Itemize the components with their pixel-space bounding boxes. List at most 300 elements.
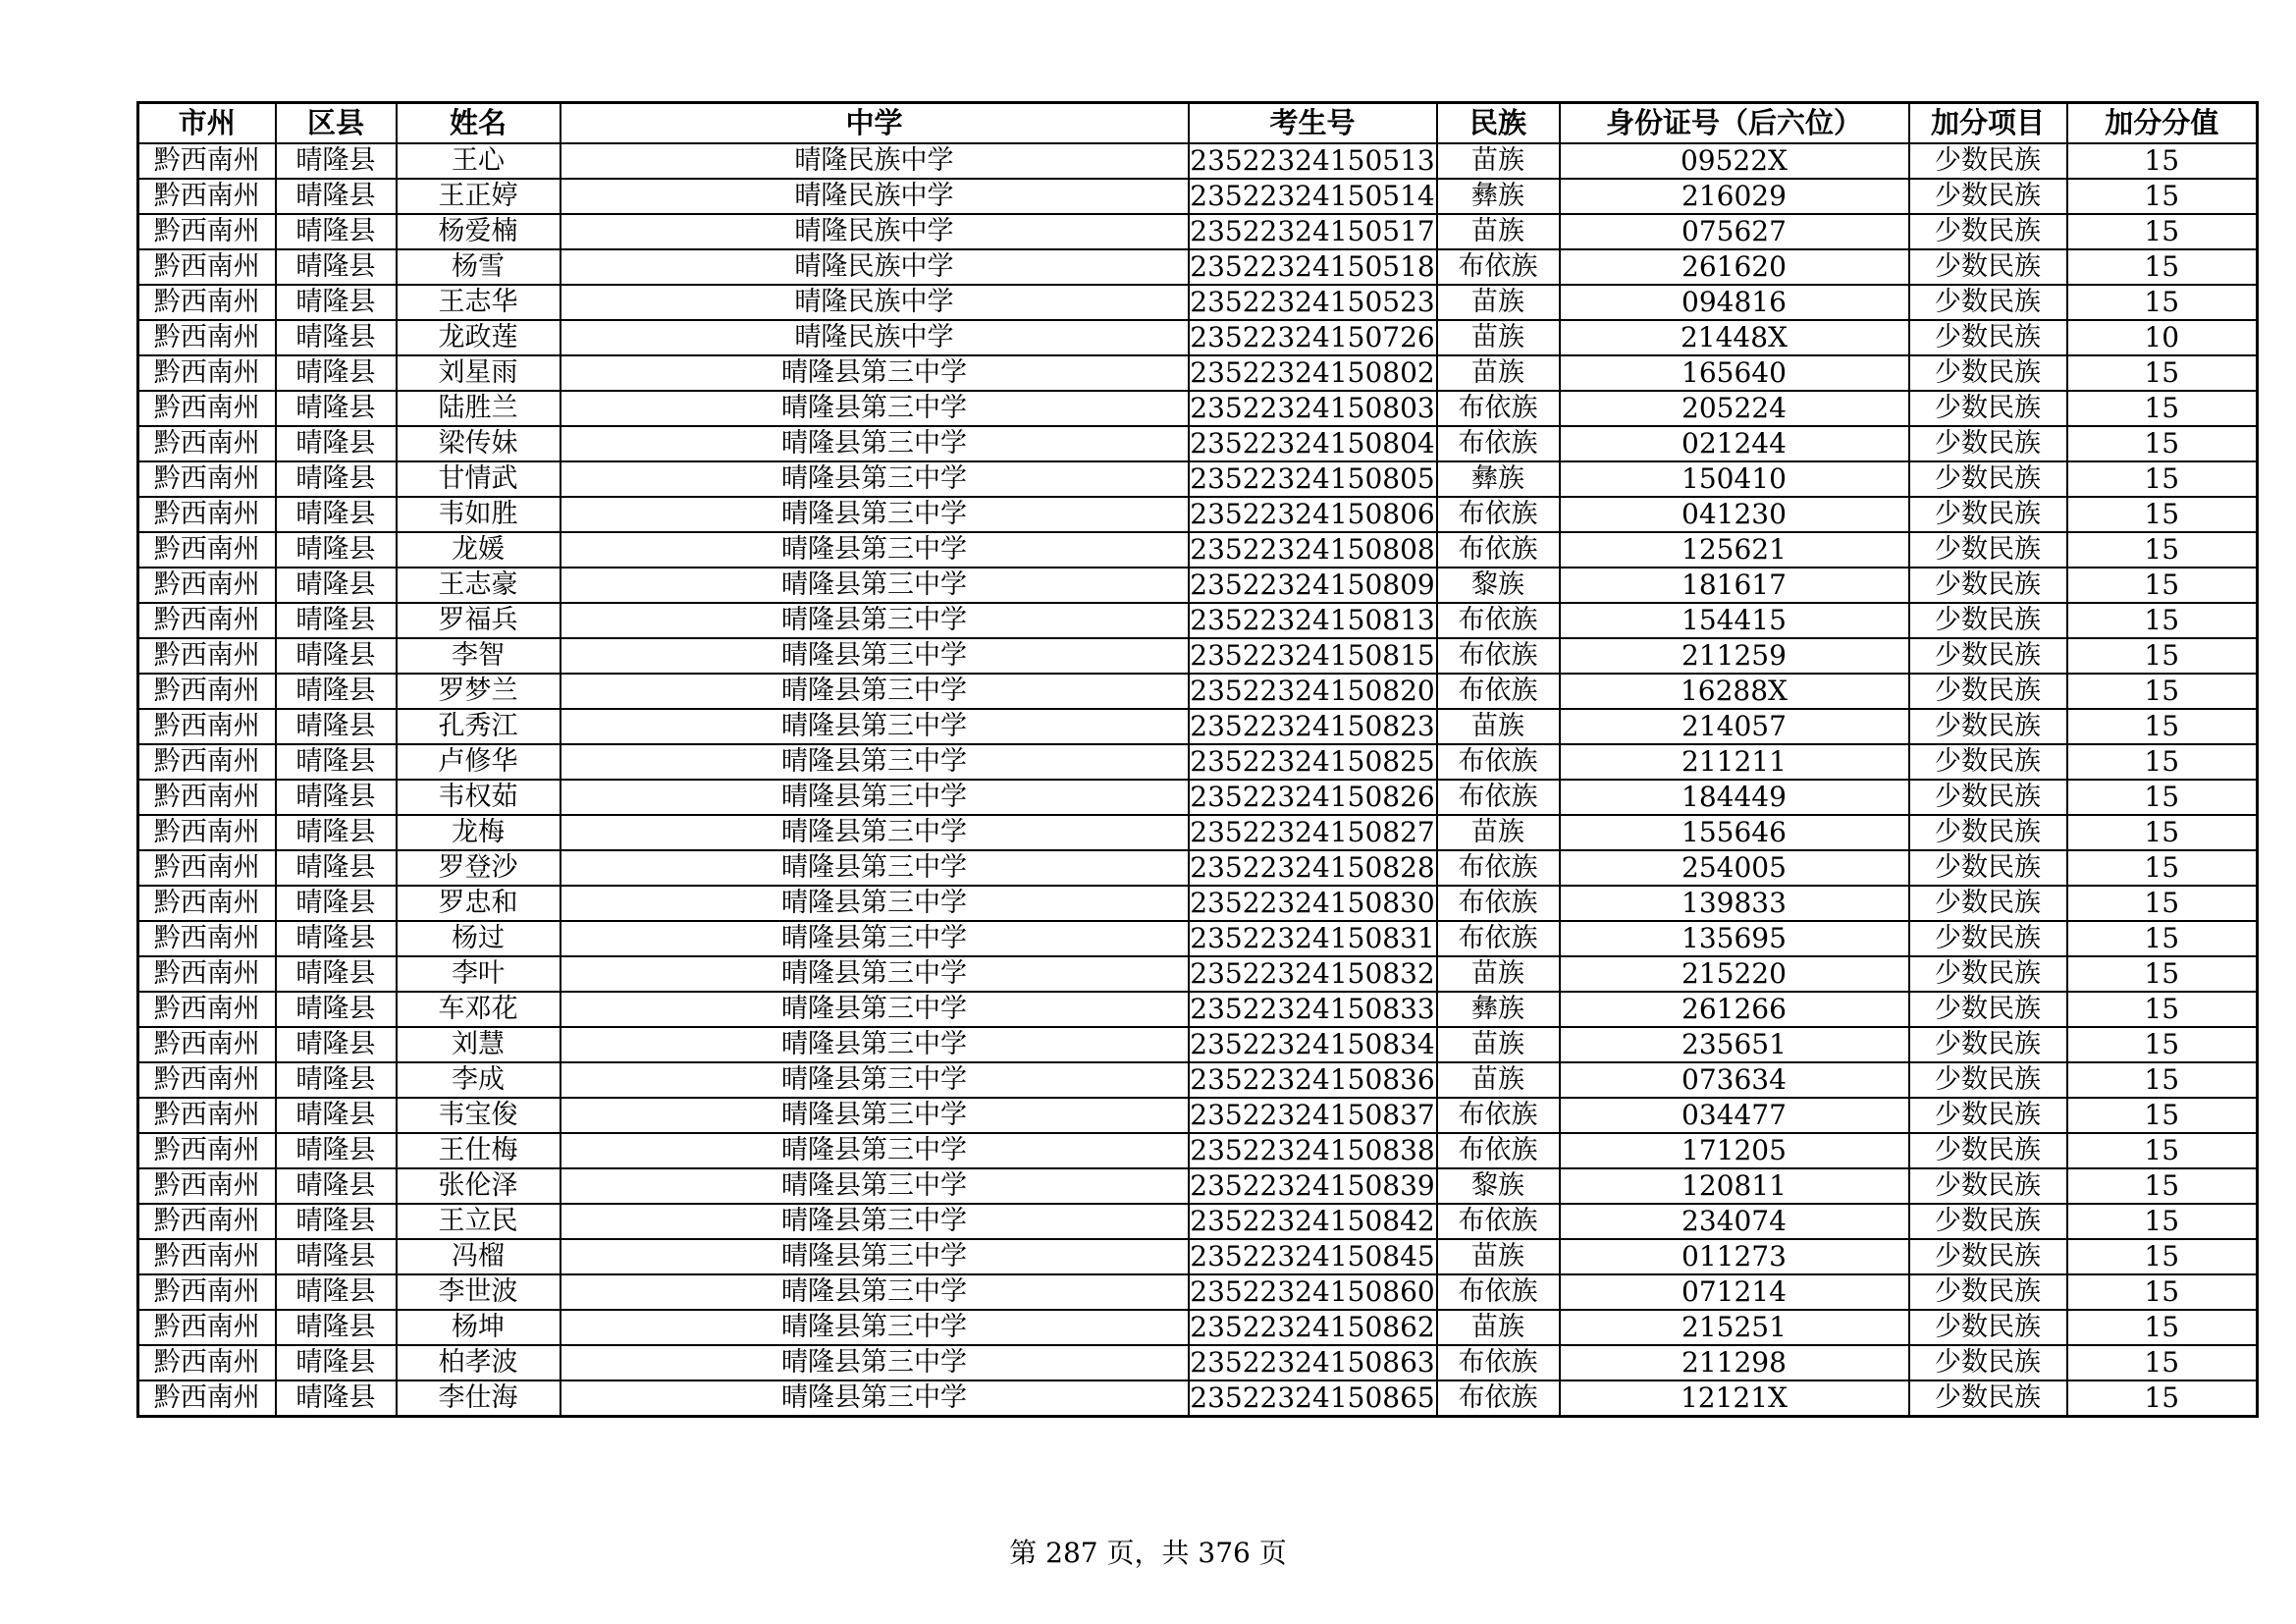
cell-id-last-six: 12121X: [1560, 1380, 1909, 1417]
cell-bonus-value: 15: [2067, 1239, 2258, 1274]
cell-school: 晴隆县第三中学: [561, 1168, 1189, 1204]
table-row: [138, 285, 2258, 320]
cell-name: 杨过: [397, 921, 561, 956]
cell-city: 黔西南州: [138, 1027, 276, 1062]
table-row: [138, 1168, 2258, 1204]
table-row: [138, 780, 2258, 815]
cell-school: 晴隆县第三中学: [561, 638, 1189, 674]
cell-ethnicity: 布依族: [1437, 391, 1560, 426]
cell-name: 龙媛: [397, 532, 561, 568]
cell-id-last-six: 205224: [1560, 391, 1909, 426]
cell-bonus-item: 少数民族: [1909, 709, 2067, 744]
col-header-bonus-item: 加分项目: [1909, 103, 2067, 144]
cell-bonus-value: 15: [2067, 1204, 2258, 1239]
cell-city: 黔西南州: [138, 1345, 276, 1380]
cell-ethnicity: 布依族: [1437, 674, 1560, 709]
cell-bonus-value: 15: [2067, 1027, 2258, 1062]
cell-bonus-item: 少数民族: [1909, 1168, 2067, 1204]
cell-name: 孔秀江: [397, 709, 561, 744]
col-header-school: 中学: [561, 103, 1189, 144]
table-row: [138, 426, 2258, 461]
cell-bonus-item: 少数民族: [1909, 1062, 2067, 1098]
cell-id-last-six: 171205: [1560, 1133, 1909, 1168]
cell-city: 黔西南州: [138, 638, 276, 674]
table-row: [138, 143, 2258, 179]
table-row: [138, 179, 2258, 214]
cell-name: 龙梅: [397, 815, 561, 850]
table-row: [138, 320, 2258, 355]
cell-ethnicity: 彝族: [1437, 179, 1560, 214]
cell-school: 晴隆县第三中学: [561, 850, 1189, 886]
cell-bonus-value: 15: [2067, 426, 2258, 461]
cell-bonus-value: 15: [2067, 568, 2258, 603]
cell-id-last-six: 216029: [1560, 179, 1909, 214]
cell-ethnicity: 苗族: [1437, 956, 1560, 992]
cell-ethnicity: 布依族: [1437, 780, 1560, 815]
cell-id-last-six: 215220: [1560, 956, 1909, 992]
cell-county: 晴隆县: [276, 355, 397, 391]
table-row: [138, 674, 2258, 709]
cell-exam-number: 23522324150862: [1190, 1311, 1435, 1343]
table-row: [138, 214, 2258, 249]
cell-bonus-item: 少数民族: [1909, 179, 2067, 214]
cell-ethnicity: 苗族: [1437, 285, 1560, 320]
cell-school: 晴隆县第三中学: [561, 568, 1189, 603]
cell-name: 王心: [397, 143, 561, 179]
cell-ethnicity: 布依族: [1437, 1133, 1560, 1168]
cell-bonus-value: 15: [2067, 850, 2258, 886]
cell-bonus-value: 15: [2067, 249, 2258, 285]
table-row: [138, 815, 2258, 850]
cell-ethnicity: 布依族: [1437, 497, 1560, 532]
cell-city: 黔西南州: [138, 1062, 276, 1098]
cell-id-last-six: 215251: [1560, 1310, 1909, 1345]
cell-school: 晴隆县第三中学: [561, 956, 1189, 992]
table-header: [138, 103, 2258, 144]
cell-ethnicity: 苗族: [1437, 1062, 1560, 1098]
cell-county: 晴隆县: [276, 568, 397, 603]
cell-id-last-six: 094816: [1560, 285, 1909, 320]
cell-name: 刘慧: [397, 1027, 561, 1062]
cell-name: 韦如胜: [397, 497, 561, 532]
cell-city: 黔西南州: [138, 143, 276, 179]
cell-ethnicity: 彝族: [1437, 992, 1560, 1027]
cell-county: 晴隆县: [276, 320, 397, 355]
cell-bonus-item: 少数民族: [1909, 497, 2067, 532]
cell-school: 晴隆县第三中学: [561, 1062, 1189, 1098]
cell-exam-number: 23522324150804: [1190, 427, 1435, 460]
cell-exam-number: 23522324150802: [1190, 356, 1435, 389]
cell-name: 李成: [397, 1062, 561, 1098]
cell-ethnicity: 苗族: [1437, 709, 1560, 744]
cell-name: 王仕梅: [397, 1133, 561, 1168]
cell-city: 黔西南州: [138, 461, 276, 497]
cell-exam-number: 23522324150863: [1190, 1346, 1435, 1379]
cell-city: 黔西南州: [138, 568, 276, 603]
cell-city: 黔西南州: [138, 780, 276, 815]
cell-bonus-value: 15: [2067, 674, 2258, 709]
cell-city: 黔西南州: [138, 850, 276, 886]
cell-school: 晴隆县第三中学: [561, 709, 1189, 744]
page-number: 第 287 页，共 376 页: [1009, 1537, 1287, 1569]
cell-school: 晴隆县第三中学: [561, 426, 1189, 461]
cell-bonus-item: 少数民族: [1909, 532, 2067, 568]
cell-city: 黔西南州: [138, 744, 276, 780]
cell-exam-number: 23522324150826: [1190, 781, 1435, 813]
cell-county: 晴隆县: [276, 143, 397, 179]
cell-exam-number: 23522324150809: [1190, 568, 1435, 601]
cell-bonus-value: 15: [2067, 780, 2258, 815]
cell-bonus-item: 少数民族: [1909, 1027, 2067, 1062]
col-header-city: 市州: [138, 103, 276, 144]
cell-exam-number: 23522324150865: [1189, 1380, 1437, 1417]
cell-ethnicity: 布依族: [1437, 1345, 1560, 1380]
cell-school: 晴隆县第三中学: [561, 780, 1189, 815]
cell-city: 黔西南州: [138, 921, 276, 956]
cell-name: 刘星雨: [397, 355, 561, 391]
cell-bonus-value: 15: [2067, 461, 2258, 497]
cell-name: 柏孝波: [397, 1345, 561, 1380]
cell-exam-number: 23522324150823: [1190, 710, 1435, 742]
cell-name: 车邓花: [397, 992, 561, 1027]
cell-bonus-item: 少数民族: [1909, 921, 2067, 956]
cell-ethnicity: 苗族: [1437, 1310, 1560, 1345]
cell-id-last-six: 261266: [1560, 992, 1909, 1027]
cell-id-last-six: 011273: [1560, 1239, 1909, 1274]
cell-name: 张伦泽: [397, 1168, 561, 1204]
cell-id-last-six: 135695: [1560, 921, 1909, 956]
cell-bonus-value: 15: [2067, 1345, 2258, 1380]
cell-county: 晴隆县: [276, 1062, 397, 1098]
cell-school: 晴隆县第三中学: [561, 921, 1189, 956]
cell-exam-number: 23522324150827: [1190, 816, 1435, 848]
cell-exam-number: 23522324150830: [1190, 887, 1435, 919]
cell-exam-number: 23522324150518: [1190, 250, 1435, 283]
cell-id-last-six: 261620: [1560, 249, 1909, 285]
cell-bonus-item: 少数民族: [1909, 1239, 2067, 1274]
table-row: [138, 886, 2258, 921]
cell-city: 黔西南州: [138, 214, 276, 249]
cell-county: 晴隆县: [276, 815, 397, 850]
cell-bonus-item: 少数民族: [1909, 674, 2067, 709]
cell-exam-number: 23522324150514: [1190, 180, 1435, 212]
cell-city: 黔西南州: [138, 285, 276, 320]
cell-bonus-item: 少数民族: [1909, 391, 2067, 426]
cell-id-last-six: 235651: [1560, 1027, 1909, 1062]
cell-bonus-item: 少数民族: [1909, 1310, 2067, 1345]
cell-city: 黔西南州: [138, 886, 276, 921]
cell-bonus-value: 15: [2067, 638, 2258, 674]
cell-city: 黔西南州: [138, 426, 276, 461]
cell-bonus-item: 少数民族: [1909, 1380, 2067, 1417]
cell-id-last-six: 184449: [1560, 780, 1909, 815]
cell-ethnicity: 布依族: [1437, 426, 1560, 461]
cell-school: 晴隆县第三中学: [561, 532, 1189, 568]
cell-name: 王立民: [397, 1204, 561, 1239]
cell-bonus-item: 少数民族: [1909, 1274, 2067, 1310]
cell-city: 黔西南州: [138, 956, 276, 992]
cell-id-last-six: 181617: [1560, 568, 1909, 603]
cell-bonus-value: 15: [2067, 603, 2258, 638]
cell-school: 晴隆民族中学: [561, 320, 1189, 355]
cell-city: 黔西南州: [138, 1133, 276, 1168]
cell-bonus-item: 少数民族: [1909, 214, 2067, 249]
cell-exam-number: 23522324150836: [1190, 1063, 1435, 1096]
cell-city: 黔西南州: [138, 249, 276, 285]
cell-bonus-item: 少数民族: [1909, 886, 2067, 921]
cell-name: 罗忠和: [397, 886, 561, 921]
table-row: [138, 355, 2258, 391]
cell-bonus-item: 少数民族: [1909, 461, 2067, 497]
cell-city: 黔西南州: [138, 355, 276, 391]
table-row: [138, 532, 2258, 568]
cell-name: 杨爱楠: [397, 214, 561, 249]
cell-school: 晴隆民族中学: [561, 214, 1189, 249]
cell-school: 晴隆民族中学: [561, 285, 1189, 320]
cell-county: 晴隆县: [276, 956, 397, 992]
cell-name: 韦权茹: [397, 780, 561, 815]
cell-city: 黔西南州: [138, 532, 276, 568]
cell-county: 晴隆县: [276, 1204, 397, 1239]
cell-exam-number: 23522324150517: [1190, 215, 1435, 247]
cell-name: 罗登沙: [397, 850, 561, 886]
cell-name: 罗梦兰: [397, 674, 561, 709]
table-row: [138, 744, 2258, 780]
cell-bonus-value: 15: [2067, 1133, 2258, 1168]
cell-name: 王正婷: [397, 179, 561, 214]
cell-bonus-value: 15: [2067, 143, 2258, 179]
cell-id-last-six: 16288X: [1560, 674, 1909, 709]
cell-id-last-six: 155646: [1560, 815, 1909, 850]
cell-exam-number: 23522324150839: [1190, 1169, 1435, 1202]
cell-city: 黔西南州: [138, 1380, 276, 1417]
cell-county: 晴隆县: [276, 1168, 397, 1204]
cell-school: 晴隆县第三中学: [561, 886, 1189, 921]
cell-bonus-value: 15: [2067, 709, 2258, 744]
cell-bonus-item: 少数民族: [1909, 744, 2067, 780]
cell-exam-number: 23522324150842: [1190, 1205, 1435, 1237]
cell-bonus-item: 少数民族: [1909, 780, 2067, 815]
table-row: [138, 1380, 2258, 1417]
cell-ethnicity: 布依族: [1437, 603, 1560, 638]
cell-exam-number: 23522324150838: [1190, 1134, 1435, 1166]
table-row: [138, 1274, 2258, 1310]
cell-bonus-value: 15: [2067, 992, 2258, 1027]
cell-exam-number: 23522324150832: [1190, 957, 1435, 990]
cell-county: 晴隆县: [276, 497, 397, 532]
cell-school: 晴隆县第三中学: [561, 744, 1189, 780]
header-row: [138, 103, 2258, 144]
cell-bonus-item: 少数民族: [1909, 285, 2067, 320]
cell-ethnicity: 苗族: [1437, 815, 1560, 850]
cell-city: 黔西南州: [138, 674, 276, 709]
table-row: [138, 391, 2258, 426]
col-header-exam-number: 考生号: [1189, 103, 1437, 144]
cell-id-last-six: 254005: [1560, 850, 1909, 886]
cell-name: 杨雪: [397, 249, 561, 285]
cell-bonus-item: 少数民族: [1909, 992, 2067, 1027]
table-row: [138, 461, 2258, 497]
table-row: [138, 249, 2258, 285]
cell-bonus-value: 15: [2067, 886, 2258, 921]
col-header-ethnicity: 民族: [1437, 103, 1560, 144]
table-row: [138, 992, 2258, 1027]
cell-id-last-six: 041230: [1560, 497, 1909, 532]
cell-ethnicity: 布依族: [1437, 249, 1560, 285]
cell-exam-number: 23522324150523: [1190, 286, 1435, 318]
cell-bonus-value: 15: [2067, 1168, 2258, 1204]
cell-county: 晴隆县: [276, 1027, 397, 1062]
cell-id-last-six: 211298: [1560, 1345, 1909, 1380]
cell-ethnicity: 苗族: [1437, 1239, 1560, 1274]
cell-bonus-value: 10: [2067, 320, 2258, 355]
cell-school: 晴隆县第三中学: [561, 355, 1189, 391]
cell-county: 晴隆县: [276, 674, 397, 709]
cell-exam-number: 23522324150806: [1190, 498, 1435, 530]
cell-ethnicity: 布依族: [1437, 886, 1560, 921]
cell-city: 黔西南州: [138, 992, 276, 1027]
cell-bonus-item: 少数民族: [1909, 815, 2067, 850]
cell-city: 黔西南州: [138, 1310, 276, 1345]
cell-school: 晴隆县第三中学: [561, 1310, 1189, 1345]
cell-bonus-item: 少数民族: [1909, 956, 2067, 992]
cell-bonus-value: 15: [2067, 1274, 2258, 1310]
bonus-points-table: [136, 101, 2259, 1418]
cell-ethnicity: 布依族: [1437, 850, 1560, 886]
cell-ethnicity: 苗族: [1437, 355, 1560, 391]
col-header-id-last-six: 身份证号（后六位）: [1560, 103, 1909, 144]
cell-name: 李叶: [397, 956, 561, 992]
cell-bonus-value: 15: [2067, 497, 2258, 532]
table-row: [138, 956, 2258, 992]
table-row: [138, 1310, 2258, 1345]
cell-name: 罗福兵: [397, 603, 561, 638]
cell-bonus-item: 少数民族: [1909, 568, 2067, 603]
cell-school: 晴隆县第三中学: [561, 1133, 1189, 1168]
cell-id-last-six: 09522X: [1560, 143, 1909, 179]
cell-county: 晴隆县: [276, 886, 397, 921]
table-row: [138, 568, 2258, 603]
cell-exam-number: 23522324150815: [1190, 639, 1435, 672]
cell-id-last-six: 21448X: [1560, 320, 1909, 355]
table-row: [138, 709, 2258, 744]
cell-id-last-six: 165640: [1560, 355, 1909, 391]
cell-ethnicity: 黎族: [1437, 1168, 1560, 1204]
cell-county: 晴隆县: [276, 1380, 397, 1417]
table-row: [138, 1062, 2258, 1098]
cell-county: 晴隆县: [276, 285, 397, 320]
cell-ethnicity: 布依族: [1437, 1380, 1560, 1417]
cell-bonus-value: 15: [2067, 744, 2258, 780]
cell-county: 晴隆县: [276, 214, 397, 249]
cell-county: 晴隆县: [276, 1098, 397, 1133]
cell-name: 李世波: [397, 1274, 561, 1310]
cell-bonus-item: 少数民族: [1909, 1133, 2067, 1168]
cell-id-last-six: 075627: [1560, 214, 1909, 249]
col-header-county: 区县: [276, 103, 397, 144]
cell-name: 冯榴: [397, 1239, 561, 1274]
cell-school: 晴隆县第三中学: [561, 1027, 1189, 1062]
cell-city: 黔西南州: [138, 1098, 276, 1133]
cell-id-last-six: 154415: [1560, 603, 1909, 638]
cell-id-last-six: 211259: [1560, 638, 1909, 674]
cell-city: 黔西南州: [138, 391, 276, 426]
cell-bonus-value: 15: [2067, 815, 2258, 850]
cell-county: 晴隆县: [276, 1133, 397, 1168]
cell-bonus-item: 少数民族: [1909, 1098, 2067, 1133]
cell-bonus-item: 少数民族: [1909, 638, 2067, 674]
cell-school: 晴隆民族中学: [561, 249, 1189, 285]
cell-bonus-item: 少数民族: [1909, 426, 2067, 461]
cell-id-last-six: 034477: [1560, 1098, 1909, 1133]
cell-ethnicity: 苗族: [1437, 143, 1560, 179]
cell-city: 黔西南州: [138, 815, 276, 850]
cell-school: 晴隆县第三中学: [561, 1098, 1189, 1133]
cell-county: 晴隆县: [276, 992, 397, 1027]
cell-ethnicity: 布依族: [1437, 1274, 1560, 1310]
cell-exam-number: 23522324150825: [1190, 745, 1435, 778]
table-body: [138, 143, 2258, 1417]
cell-school: 晴隆县第三中学: [561, 391, 1189, 426]
table-row: [138, 1345, 2258, 1380]
cell-bonus-value: 15: [2067, 1062, 2258, 1098]
cell-name: 李智: [397, 638, 561, 674]
table-row: [138, 1027, 2258, 1062]
cell-county: 晴隆县: [276, 1345, 397, 1380]
cell-county: 晴隆县: [276, 921, 397, 956]
cell-bonus-value: 15: [2067, 179, 2258, 214]
cell-city: 黔西南州: [138, 1274, 276, 1310]
cell-id-last-six: 071214: [1560, 1274, 1909, 1310]
cell-bonus-value: 15: [2067, 214, 2258, 249]
cell-bonus-item: 少数民族: [1909, 850, 2067, 886]
table-row: [138, 921, 2258, 956]
cell-id-last-six: 139833: [1560, 886, 1909, 921]
cell-bonus-item: 少数民族: [1909, 603, 2067, 638]
cell-bonus-value: 15: [2067, 355, 2258, 391]
cell-id-last-six: 150410: [1560, 461, 1909, 497]
cell-city: 黔西南州: [138, 320, 276, 355]
cell-name: 韦宝俊: [397, 1098, 561, 1133]
table-row: [138, 1133, 2258, 1168]
col-header-bonus-value: 加分分值: [2067, 103, 2258, 144]
cell-exam-number: 23522324150813: [1190, 604, 1435, 636]
cell-school: 晴隆民族中学: [561, 179, 1189, 214]
cell-ethnicity: 苗族: [1437, 320, 1560, 355]
cell-name: 王志华: [397, 285, 561, 320]
cell-ethnicity: 布依族: [1437, 744, 1560, 780]
cell-ethnicity: 黎族: [1437, 568, 1560, 603]
cell-name: 甘情武: [397, 461, 561, 497]
col-header-name: 姓名: [397, 103, 561, 144]
cell-bonus-value: 15: [2067, 956, 2258, 992]
cell-county: 晴隆县: [276, 603, 397, 638]
table-row: [138, 1098, 2258, 1133]
cell-bonus-value: 15: [2067, 1380, 2258, 1417]
cell-city: 黔西南州: [138, 603, 276, 638]
cell-school: 晴隆县第三中学: [561, 815, 1189, 850]
cell-exam-number: 23522324150726: [1190, 321, 1435, 353]
cell-id-last-six: 234074: [1560, 1204, 1909, 1239]
cell-id-last-six: 125621: [1560, 532, 1909, 568]
table-row: [138, 497, 2258, 532]
cell-school: 晴隆县第三中学: [561, 1274, 1189, 1310]
cell-city: 黔西南州: [138, 709, 276, 744]
cell-name: 龙政莲: [397, 320, 561, 355]
cell-bonus-item: 少数民族: [1909, 143, 2067, 179]
cell-school: 晴隆县第三中学: [561, 992, 1189, 1027]
cell-county: 晴隆县: [276, 780, 397, 815]
